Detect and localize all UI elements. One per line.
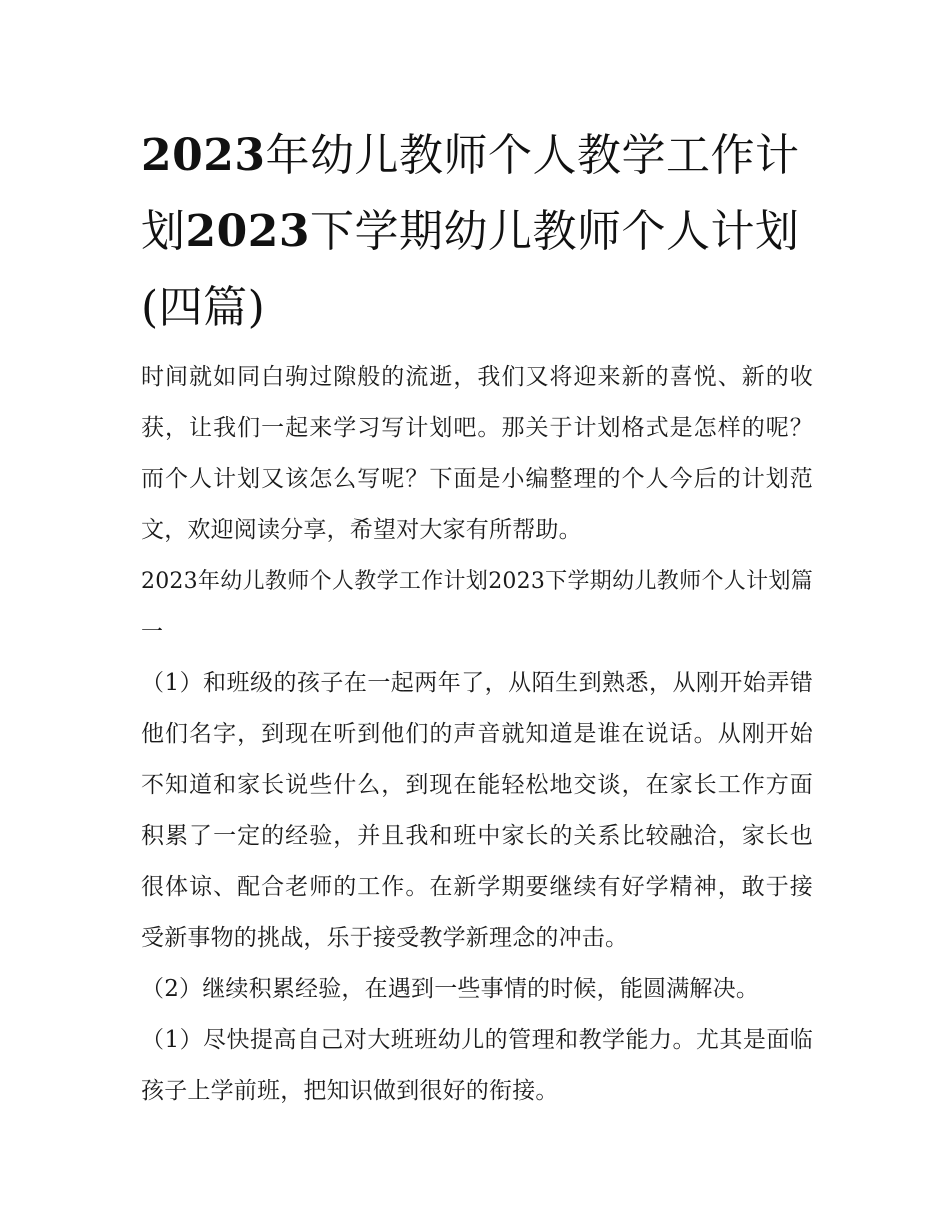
intro-paragraph: 时间就如同白驹过隙般的流逝，我们又将迎来新的喜悦、新的收获，让我们一起来学习写计划吧。那关于计划格式是怎样的呢？而个人计划又该怎么写呢？下面是小编整理的个人今后的计划范文，欢迎阅读分享，希望对大家有所帮助。 — [141, 364, 813, 543]
body-paragraph-2: （2）继续积累经验，在遇到一些事情的时候，能圆满解决。 — [141, 976, 760, 1002]
document-title: 2023年幼儿教师个人教学工作计划2023下学期幼儿教师个人计划(四篇) — [141, 130, 800, 333]
body-paragraph-3: （1）尽快提高自己对大班班幼儿的管理和教学能力。尤其是面临孩子上学前班，把知识做到很好的衔接。 — [141, 1027, 813, 1104]
body-paragraph-1: （1）和班级的孩子在一起两年了，从陌生到熟悉，从刚开始弄错他们名字，到现在听到他们的声音就知道是谁在说话。从刚开始不知道和家长说些什么，到现在能轻松地交谈，在家长工作方面积累了一定的经验，并且我和班中家长的关系比较融洽，家长也很体谅、配合老师的工作。在新学期要继续有好学精神，敢于接受新事物的挑战，乐于接受教学新理念的冲击。 — [141, 670, 813, 951]
document-body — [141, 118, 813, 1117]
section-heading: 2023年幼儿教师个人教学工作计划2023下学期幼儿教师个人计划篇一 — [141, 569, 813, 645]
